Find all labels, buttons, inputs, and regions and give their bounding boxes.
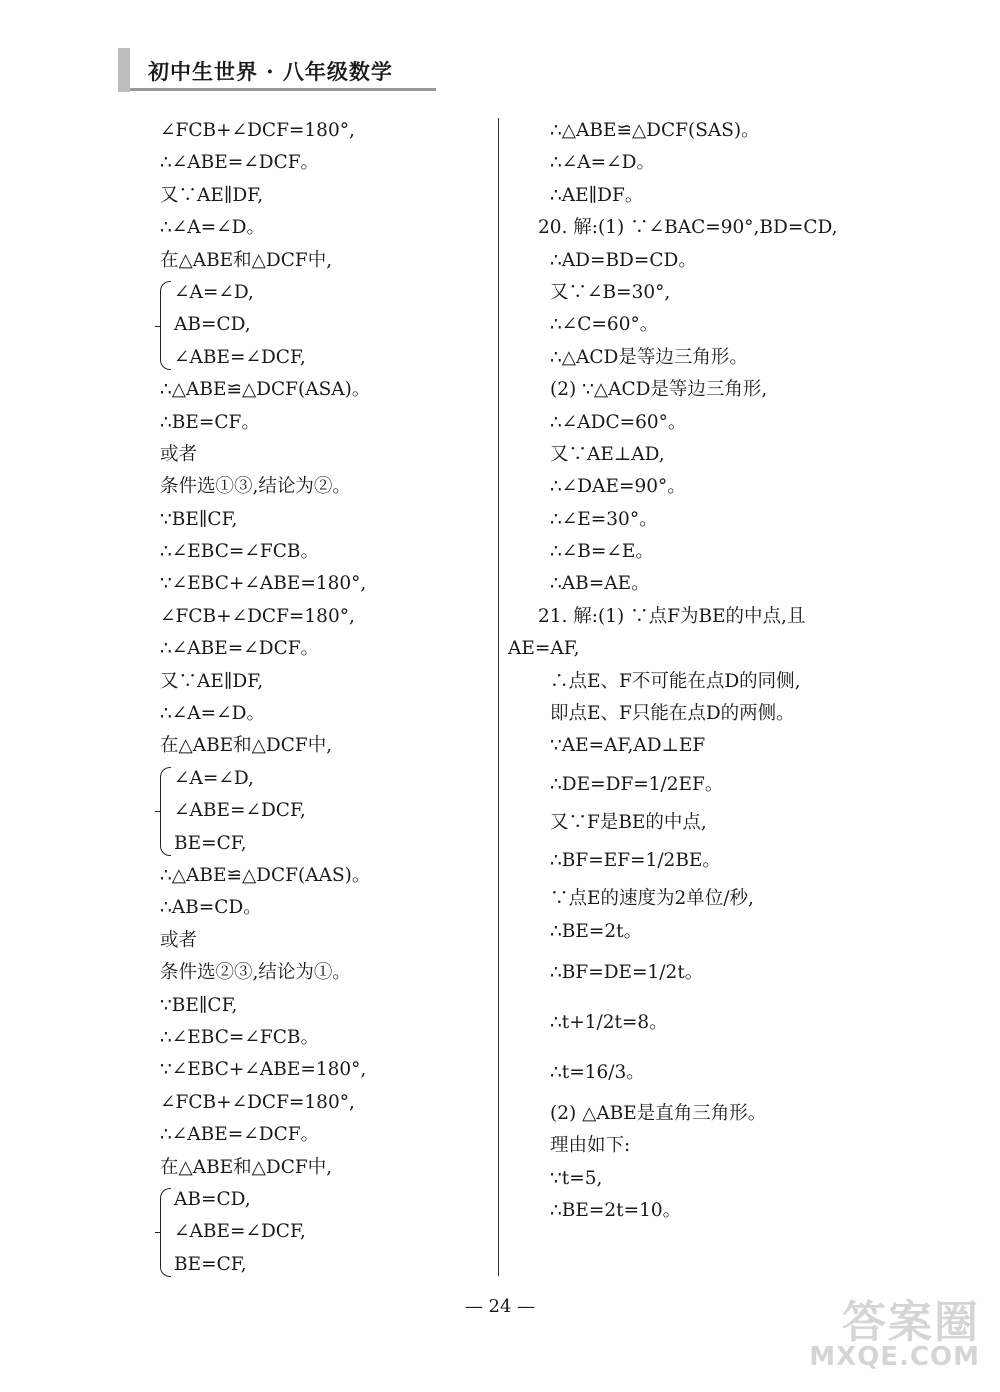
solution-line: BE=CF, — [174, 832, 247, 854]
solution-line: ∴△ABE≌△DCF(SAS)。 — [550, 120, 760, 141]
watermark-logo — [809, 1286, 980, 1372]
solution-line: 21. 解:(1) ∵点F为BE的中点,且 — [538, 605, 806, 627]
solution-line: 在△ABE和△DCF中, — [160, 735, 333, 757]
solution-line: 或者 — [160, 929, 198, 951]
left-column — [160, 115, 480, 1281]
solution-line: 条件选①③,结论为②。 — [160, 476, 351, 498]
solution-line: ∵AE=AF,AD⊥EF — [550, 735, 706, 757]
solution-line: ∴△ACD是等边三角形。 — [550, 346, 748, 368]
solution-line: ∴AB=AE。 — [550, 573, 650, 595]
solution-line: ∴AE∥DF。 — [550, 184, 644, 206]
left-brace — [160, 1188, 171, 1277]
solution-line: 又∵AE∥DF, — [160, 184, 264, 206]
solution-line: 条件选②③,结论为①。 — [160, 962, 351, 984]
watermark-bottom-text: MXQE.COM — [809, 1342, 980, 1372]
solution-line: ∴BE=2t。 — [550, 920, 643, 942]
brace-system — [160, 763, 480, 860]
solution-line: ∴BF=EF=1/2BE。 — [550, 850, 721, 872]
solution-line: AB=CD, — [174, 1188, 251, 1210]
solution-line: ∵点E的速度为2单位/秒, — [550, 888, 754, 910]
solution-line: ∴BE=CF。 — [160, 411, 260, 433]
header-rule — [130, 88, 436, 91]
solution-line: 理由如下: — [550, 1135, 631, 1157]
solution-line: ∴∠EBC=∠FCB。 — [160, 1026, 319, 1048]
solution-line: ∠ABE=∠DCF, — [174, 346, 306, 368]
solution-line: ∠A=∠D, — [174, 767, 254, 789]
solution-line: ∵BE∥CF, — [160, 994, 238, 1016]
solution-line: ∠A=∠D, — [174, 281, 254, 303]
left-brace — [160, 767, 171, 856]
column-divider — [498, 118, 499, 1276]
solution-line: ∴∠A=∠D。 — [160, 703, 265, 725]
solution-line: ∴BE=2t=10。 — [550, 1200, 682, 1222]
solution-line: ∴∠A=∠D。 — [550, 152, 655, 174]
solution-line: ∵BE∥CF, — [160, 508, 238, 530]
solution-line: AB=CD, — [174, 314, 251, 336]
solution-line: ∠FCB+∠DCF=180°, — [160, 605, 355, 627]
solution-line: ∵t=5, — [550, 1167, 603, 1189]
solution-line: ∵∠EBC+∠ABE=180°, — [160, 1059, 367, 1081]
solution-line: ∵∠EBC+∠ABE=180°, — [160, 573, 367, 595]
solution-line: BE=CF, — [174, 1253, 247, 1275]
solution-line: AE=AF, — [508, 638, 580, 660]
right-column — [508, 115, 900, 1228]
watermark-top-text: 答案圈 — [842, 1297, 980, 1348]
left-brace — [160, 281, 171, 370]
solution-line: ∴∠B=∠E。 — [550, 541, 654, 563]
solution-line: ∴∠EBC=∠FCB。 — [160, 541, 319, 563]
solution-line: (2) △ABE是直角三角形。 — [550, 1102, 767, 1124]
solution-line: (2) ∵△ACD是等边三角形, — [550, 379, 768, 401]
solution-line: ∴∠DAE=90°。 — [550, 476, 686, 498]
solution-line: 20. 解:(1) ∵∠BAC=90°,BD=CD, — [538, 217, 838, 239]
solution-line: 即点E、F只能在点D的两侧。 — [550, 703, 795, 725]
solution-line: 在△ABE和△DCF中, — [160, 249, 333, 271]
solution-line: 在△ABE和△DCF中, — [160, 1156, 333, 1178]
solution-line: ∠FCB+∠DCF=180°, — [160, 120, 355, 141]
header-title: 初中生世界 · 八年级数学 — [148, 59, 393, 84]
solution-line: ∴∠ABE=∠DCF。 — [160, 152, 320, 174]
solution-line: ∴DE=DF=1/2EF。 — [550, 773, 724, 795]
page-header — [118, 48, 436, 92]
solution-line: 又∵AE∥DF, — [160, 670, 264, 692]
solution-line: ∴△ABE≌△DCF(ASA)。 — [160, 379, 371, 401]
solution-line: ∴点E、F不可能在点D的同侧, — [550, 670, 801, 692]
solution-line: ∴BF=DE=1/2t。 — [550, 961, 704, 983]
solution-line: 又∵F是BE的中点, — [550, 811, 707, 833]
solution-line: ∠ABE=∠DCF, — [174, 1221, 306, 1243]
page-number: — 24 — — [464, 1296, 536, 1317]
solution-line: 或者 — [160, 443, 198, 465]
brace-system — [160, 1184, 480, 1281]
solution-line: ∴∠A=∠D。 — [160, 217, 265, 239]
solution-line: 又∵AE⊥AD, — [550, 443, 665, 465]
solution-line: ∴∠ABE=∠DCF。 — [160, 638, 320, 660]
solution-line: ∠FCB+∠DCF=180°, — [160, 1091, 355, 1113]
solution-line: ∠ABE=∠DCF, — [174, 800, 306, 822]
brace-system — [160, 277, 480, 374]
header-accent-bar — [118, 48, 130, 92]
solution-line: ∴AD=BD=CD。 — [550, 249, 697, 271]
solution-line: ∴∠ABE=∠DCF。 — [160, 1124, 320, 1146]
solution-line: ∴△ABE≌△DCF(AAS)。 — [160, 864, 371, 886]
solution-line: ∴∠C=60°。 — [550, 314, 659, 336]
solution-line: ∴AB=CD。 — [160, 897, 262, 919]
solution-line: 又∵∠B=30°, — [550, 281, 671, 303]
solution-line: ∴t=16/3。 — [550, 1061, 645, 1083]
solution-line: ∴∠E=30°。 — [550, 508, 658, 530]
solution-line: ∴t+1/2t=8。 — [550, 1011, 668, 1033]
solution-line: ∴∠ADC=60°。 — [550, 411, 687, 433]
